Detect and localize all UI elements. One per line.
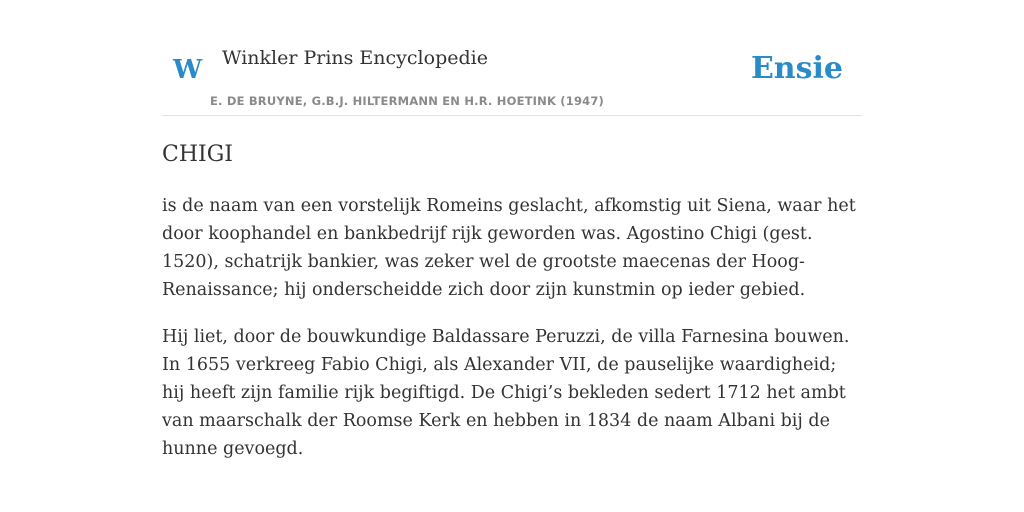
- encyclopedia-card: [162, 0, 862, 512]
- entry-body: [162, 192, 862, 482]
- entry-paragraph: is de naam van een vorstelijk Romeins geslacht, afkomstig uit Siena, waar het door koophandel en bankbedrijf rijk geworden was. Agostino Chigi (gest. 1520), schatrijk bankier, was zeker wel de grootste maecenas der Hoog-Renaissance; hij onderscheidde zich door zijn kunstmin op ieder gebied.: [162, 196, 856, 300]
- ensie-logo-link[interactable]: Ensie: [750, 51, 843, 86]
- book-authors: E. DE BRUYNE, G.B.J. HILTERMANN EN H.R. HOETINK (1947): [210, 94, 605, 108]
- source-header: [162, 0, 862, 116]
- book-title[interactable]: Winkler Prins Encyclopedie: [222, 47, 488, 69]
- entry-title: CHIGI: [162, 142, 233, 167]
- entry-paragraph: Hij liet, door de bouwkundige Baldassare Peruzzi, de villa Farnesina bouwen. In 1655 verkreeg Fabio Chigi, als Alexander VII, de pauselijke waardigheid; hij heeft zijn familie rijk begiftigd. De Chigi’s bekleden sedert 1712 het ambt van maarschalk der Roomse Kerk en hebben in 1834 de naam Albani bij de hunne gevoegd.: [162, 327, 850, 459]
- winkler-prins-logo[interactable]: W: [173, 55, 203, 85]
